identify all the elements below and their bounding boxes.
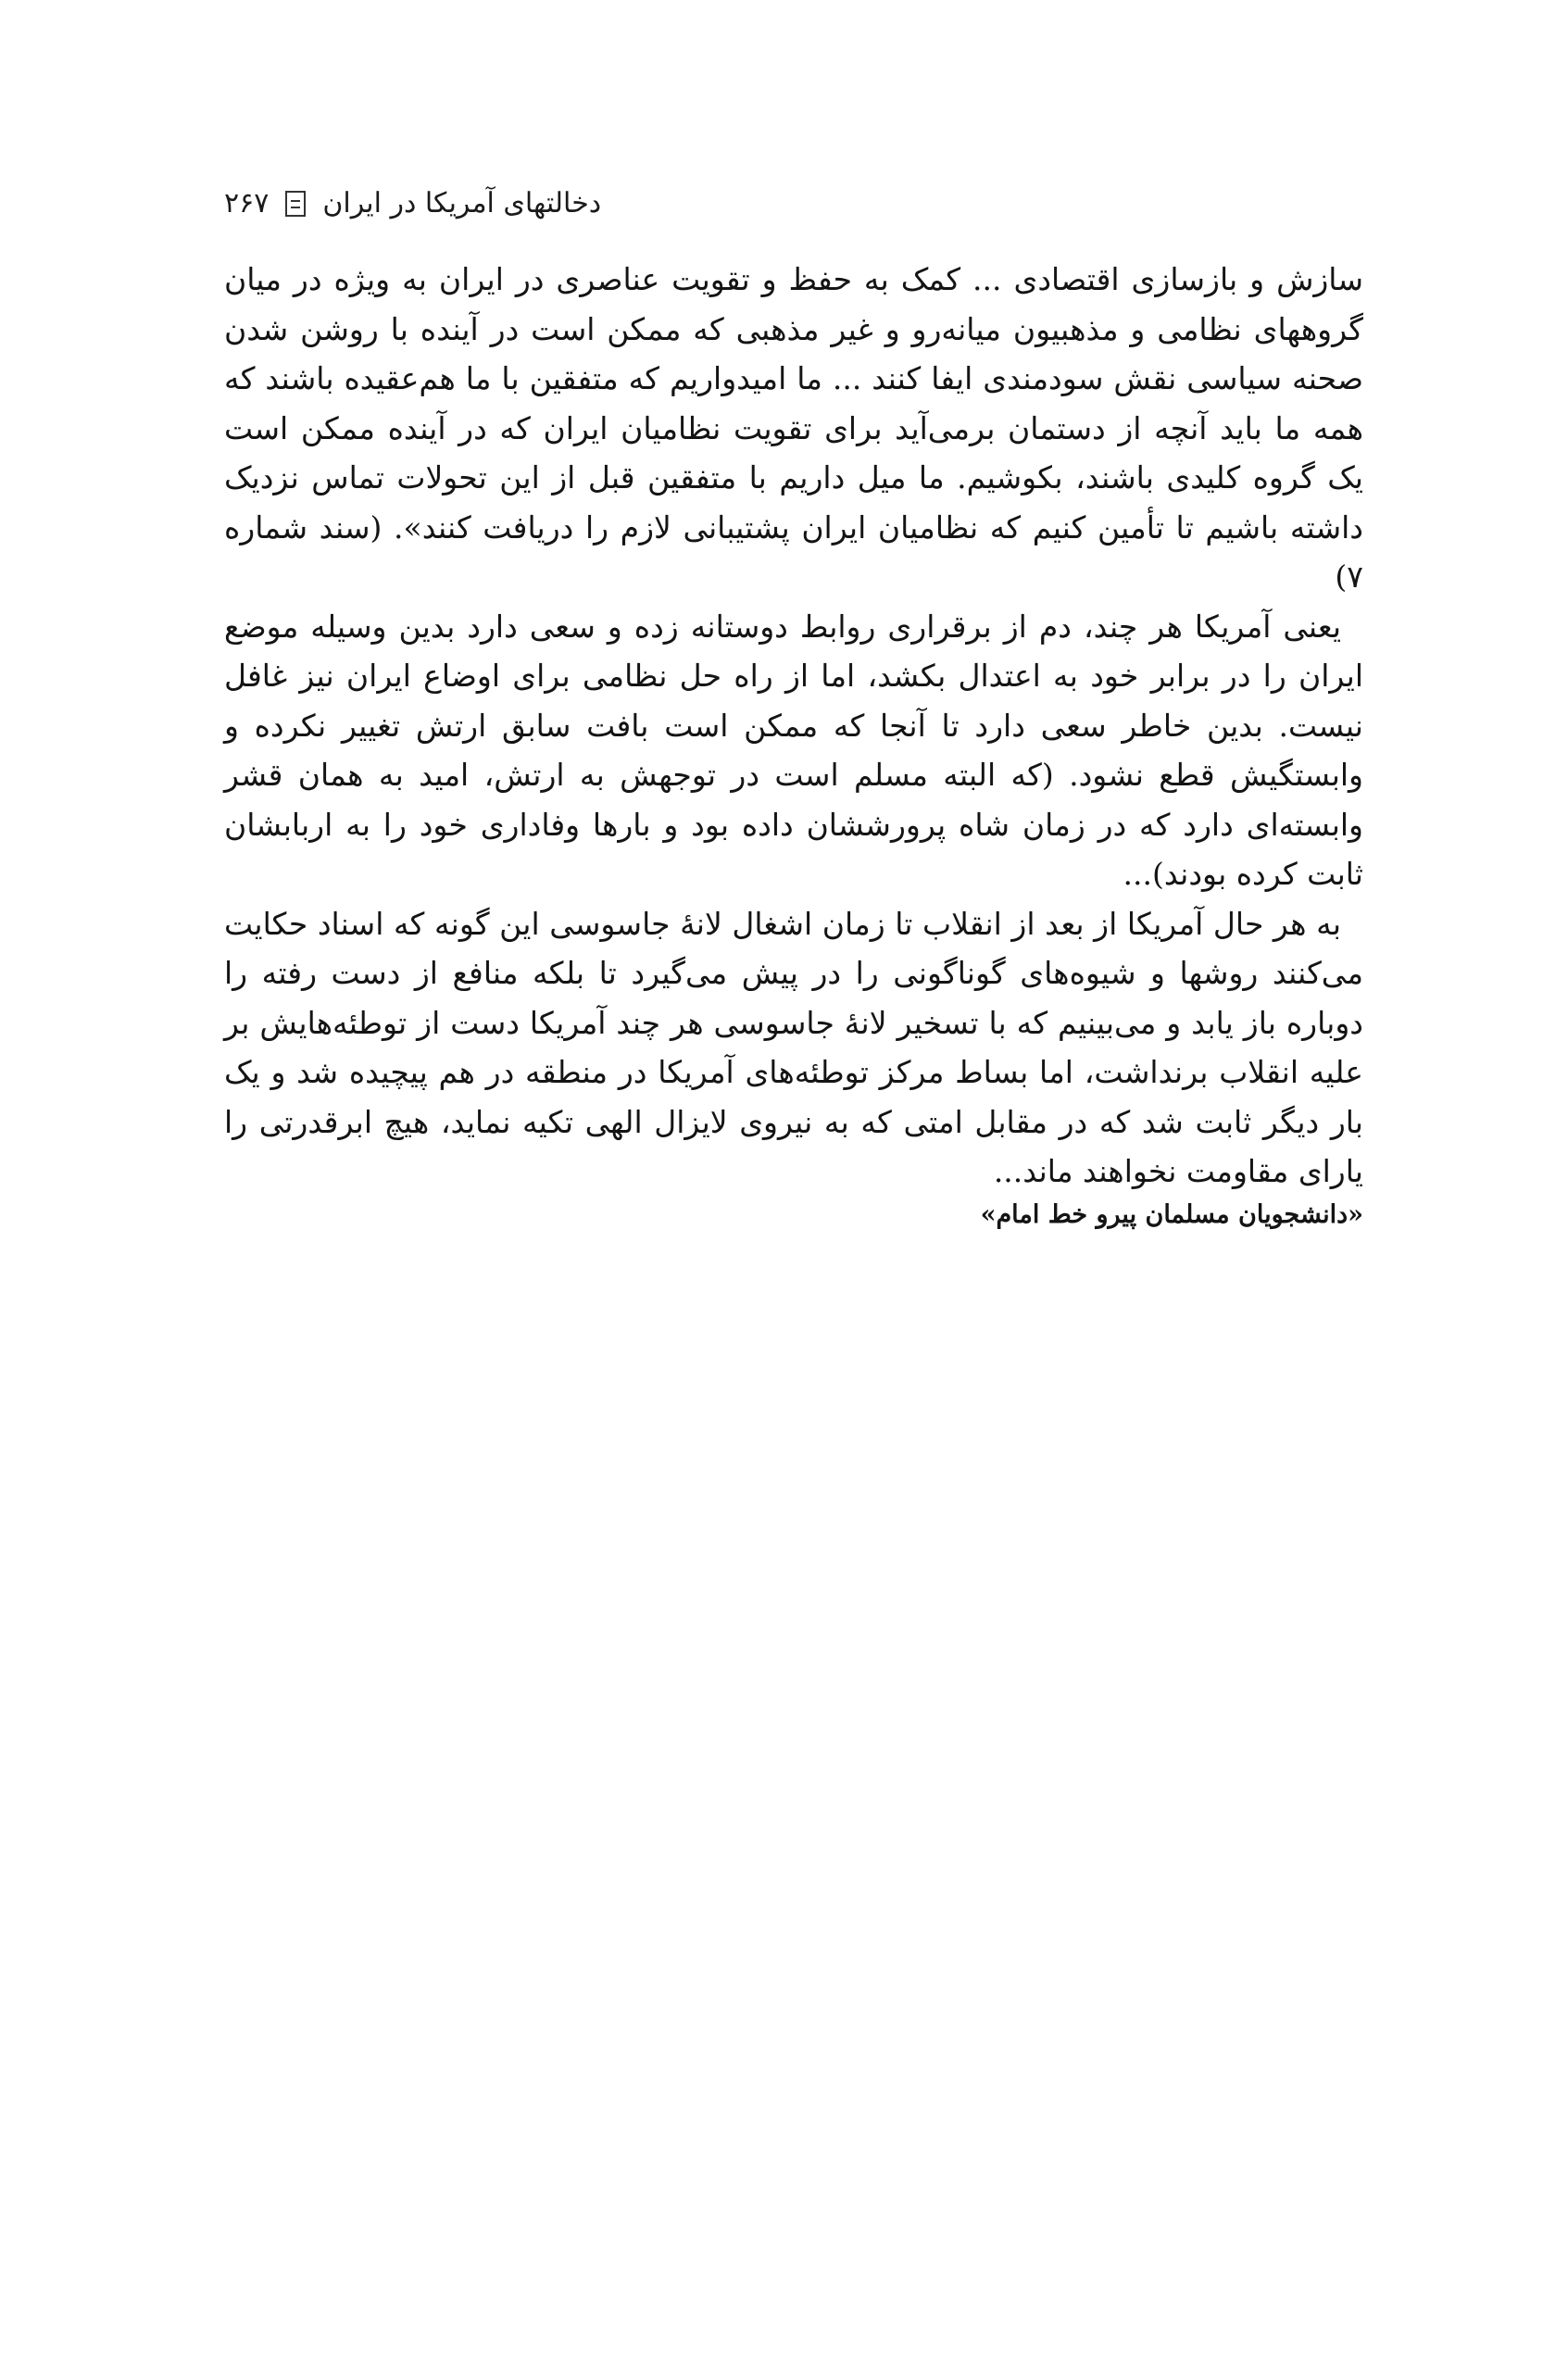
signature: «دانشجویان مسلمان پیرو خط امام» [980,1199,1363,1229]
running-head-title: دخالتهای آمریکا در ایران [322,187,602,220]
paragraph-military-strategy: یعنی آمریکا هر چند، دم از برقراری روابط دوستانه زده و سعی دارد بدین وسیله موضع ایران را در برابر خود به اعتدال بکشد، اما از راه حل نظامی برای اوضاع ایران نیز غافل نیست. بدین خاطر سعی دارد تا آنجا که ممکن است بافت سابق ارتش تغییر نکرده و وابستگیش قطع نشود. (که البته مسلم است در توجهش به ارتش، امید به همان قشر وابسته‌ای دارد که در زمان شاه پرورششان داده بود و بارها وفاداری خود را به اربابشان ثابت کرده بودند)... [224,608,1363,892]
paragraph-conclusion: به هر حال آمریکا از بعد از انقلاب تا زمان اشغال لانهٔ جاسوسی این گونه که اسناد حکایت می‌کنند روشها و شیوه‌های گوناگونی را در پیش می‌گیرد تا بلکه منافع از دست رفته را دوباره باز یابد و می‌بینیم که با تسخیر لانهٔ جاسوسی هر چند آمریکا دست از توطئه‌هایش بر علیه انقلاب برنداشت، اما بساط مرکز توطئه‌های آمریکا در منطقه در هم پیچیده شد و یک بار دیگر ثابت شد که در مقابل امتی که به نیروی لایزال الهی تکیه نماید، هیچ ابرقدرتی را یارای مقاومت نخواهند ماند... [224,905,1363,1189]
paragraph-quote-continuation: سازش و بازسازی اقتصادی ... کمک به حفظ و تقویت عناصری در ایران به ویژه در میان گروههای نظامی و مذهبیون میانه‌رو و غیر مذهبی که ممکن است در آینده با روشن شدن صحنه سیاسی نقش سودمندی ایفا کنند ... ما امیدواریم که متفقین با ما هم‌عقیده باشند که همه ما باید آنچه از دستمان برمی‌آید برای تقویت نظامیان ایران که در آینده ممکن است یک گروه کلیدی باشند، بکوشیم. ما میل داریم با متفقین قبل از این تحولات تماس نزدیک داشته باشیم تا تأمین کنیم که نظامیان ایران پشتیبانی لازم را دریافت کنند». (سند شماره ۷) [224,261,1363,595]
body-text [224,255,1363,1234]
document-icon [285,191,306,217]
page-number: ۲۶۷ [224,187,270,220]
running-head [224,185,1363,222]
